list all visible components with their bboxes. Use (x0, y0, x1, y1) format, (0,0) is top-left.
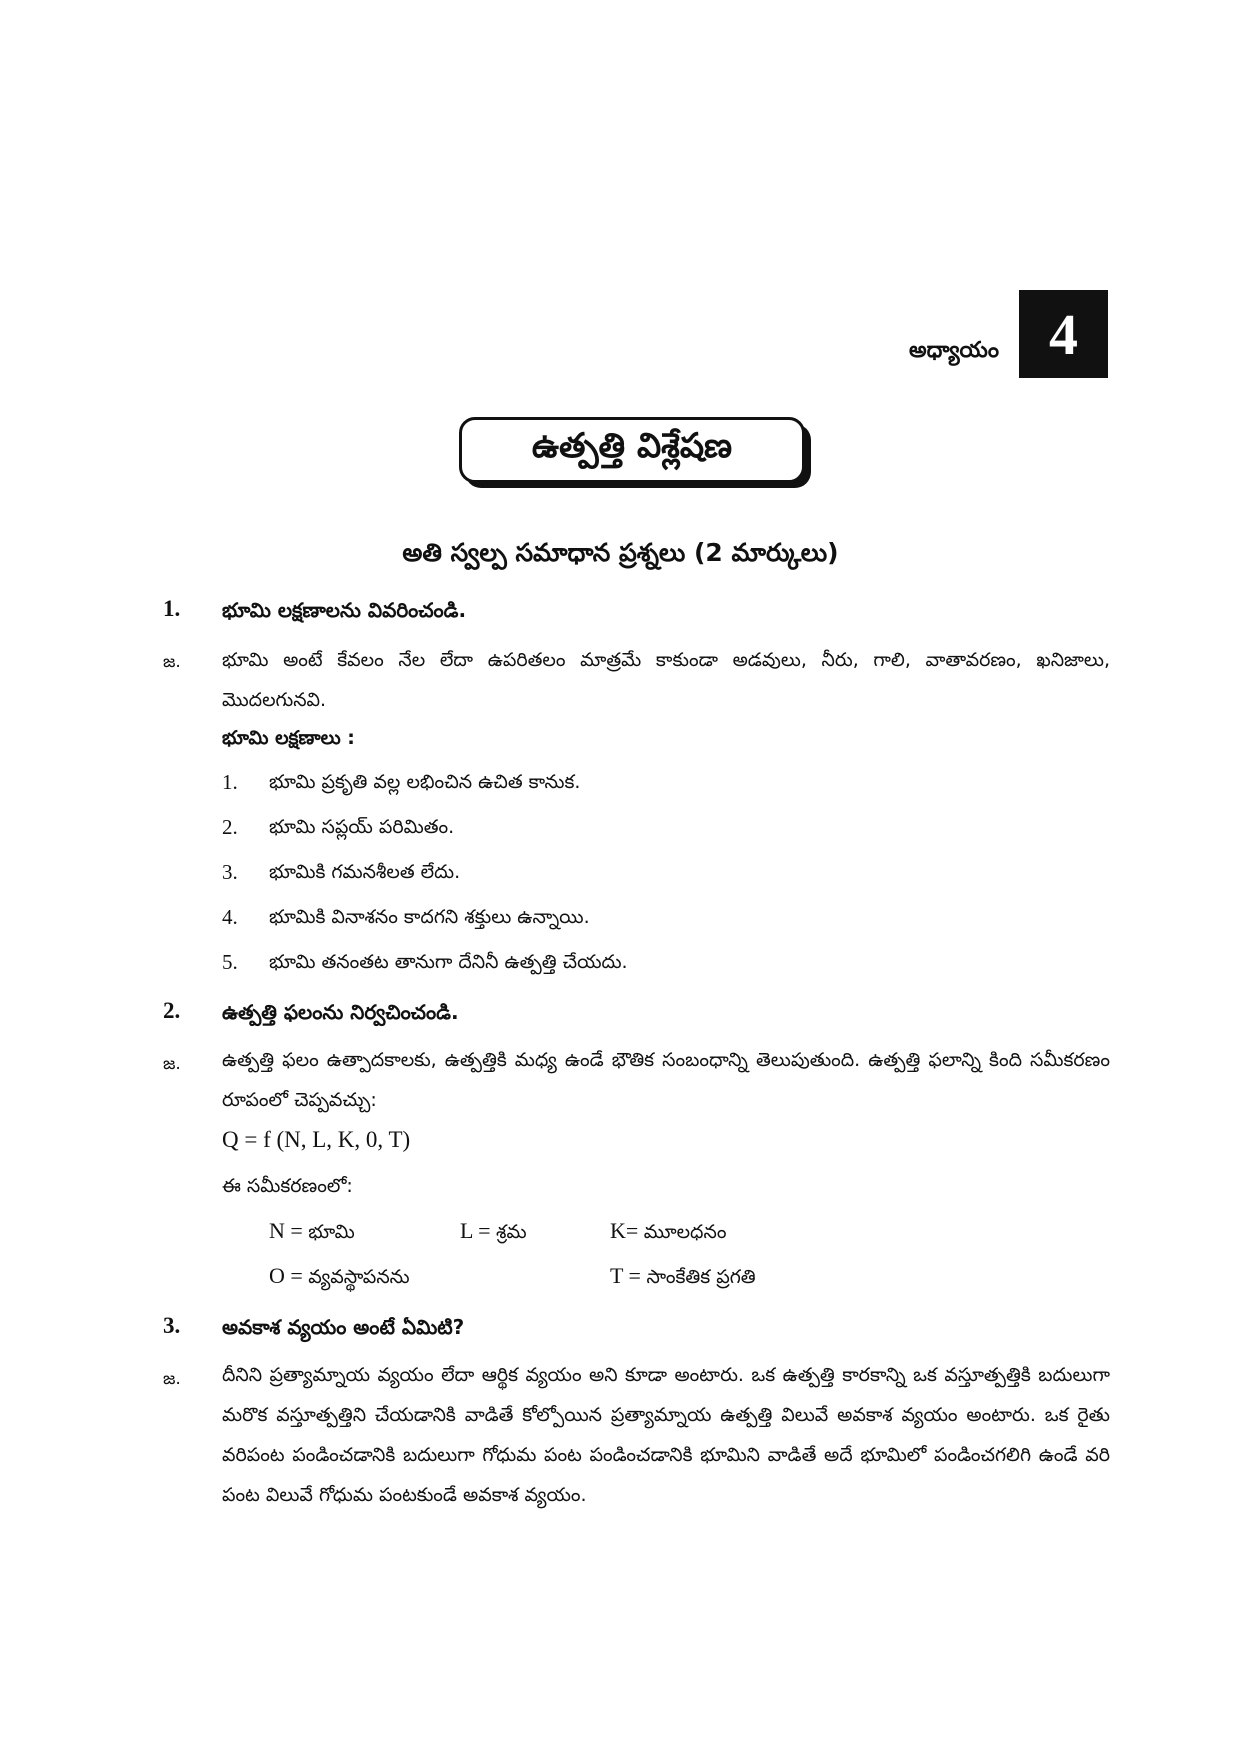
formula-intro: ఈ సమీకరణంలో: (222, 1175, 353, 1197)
answer-label: జ. (163, 1054, 181, 1074)
title-frame (459, 417, 805, 483)
list-item-number: 5. (222, 950, 238, 974)
answer-subhead: భూమి లక్షణాలు : (222, 727, 355, 749)
symbol-k: K= మూలధనం (610, 1218, 727, 1243)
section-title: అతి స్వల్ప సమాధాన ప్రశ్నలు (2 మార్కులు) (402, 538, 839, 567)
answer-label: జ. (163, 652, 181, 672)
list-item-text: భూమి ప్రకృతి వల్ల లభించిన ఉచిత కానుక. (269, 771, 581, 793)
production-function-formula: Q = f (N, L, K, 0, T) (222, 1127, 411, 1152)
symbol-t: T = సాంకేతిక ప్రగతి (610, 1263, 756, 1288)
chapter-number-box (1019, 290, 1108, 378)
list-item-number: 3. (222, 860, 238, 884)
question-text: భూమి లక్షణాలను వివరించండి. (222, 598, 467, 622)
question-number: 3. (163, 1313, 181, 1338)
question-number: 2. (163, 998, 181, 1023)
chapter-label: అధ్యాయం (908, 338, 999, 363)
list-item-number: 4. (222, 905, 238, 929)
chapter-header (0, 290, 1241, 380)
answer-text: ఉత్పత్తి ఫలం ఉత్పాదకాలకు, ఉత్పత్తికి మధ్య ఉండే భౌతిక సంబంధాన్ని తెలుపుతుంది. ఉత్పత్తి ఫలాన్ని కింది సమీకరణం రూపంలో చెప్పవచ్చు: (222, 1049, 1110, 1111)
symbol-l: L = శ్రమ (460, 1218, 527, 1243)
list-item-text: భూమికి గమనశీలత లేదు. (269, 861, 461, 883)
answer-text: భూమి అంటే కేవలం నేల లేదా ఉపరితలం మాత్రమే కాకుండా అడవులు, నీరు, గాలి, వాతావరణం, ఖనిజాలు, మొదలగునవి. (222, 649, 1110, 711)
list-item-number: 2. (222, 815, 238, 839)
question-text: ఉత్పత్తి ఫలంను నిర్వచించండి. (222, 1000, 459, 1024)
list-item-number: 1. (222, 770, 238, 794)
answer-text: దీనిని ప్రత్యామ్నాయ వ్యయం లేదా ఆర్థిక వ్యయం అని కూడా అంటారు. ఒక ఉత్పత్తి కారకాన్ని ఒక వస్తూత్పత్తికి బదులుగా మరొక వస్తూత్పత్తిని చేయడానికి వాడితే కోల్పోయిన ప్రత్యామ్నాయ ఉత్పత్తి విలువే అవకాశ వ్యయం అంటారు. ఒక రైతు వరిపంట పండించడానికి బదులుగా గోధుమ పంట పండించడానికి భూమిని వాడితే అదే భూమిలో పండించగలిగి ఉండే వరి పంట విలువే గోధుమ పంటకుండే అవకాశ వ్యయం. (222, 1364, 1110, 1506)
question-number: 1. (163, 596, 181, 621)
list-item-text: భూమి సప్లయ్ పరిమితం. (269, 816, 455, 838)
list-item-text: భూమి తనంతట తానుగా దేనినీ ఉత్పత్తి చేయదు. (269, 951, 628, 973)
symbol-n: N = భూమి (269, 1218, 355, 1243)
chapter-title-box (459, 417, 811, 489)
symbol-o: O = వ్యవస్థాపనను (269, 1263, 410, 1288)
list-item-text: భూమికి వినాశనం కాదగని శక్తులు ఉన్నాయి. (269, 906, 590, 928)
chapter-number: 4 (1049, 301, 1078, 367)
question-text: అవకాశ వ్యయం అంటే ఏమిటి? (222, 1315, 465, 1339)
answer-label: జ. (163, 1369, 181, 1389)
chapter-title: ఉత్పత్తి విశ్లేషణ (531, 426, 733, 466)
